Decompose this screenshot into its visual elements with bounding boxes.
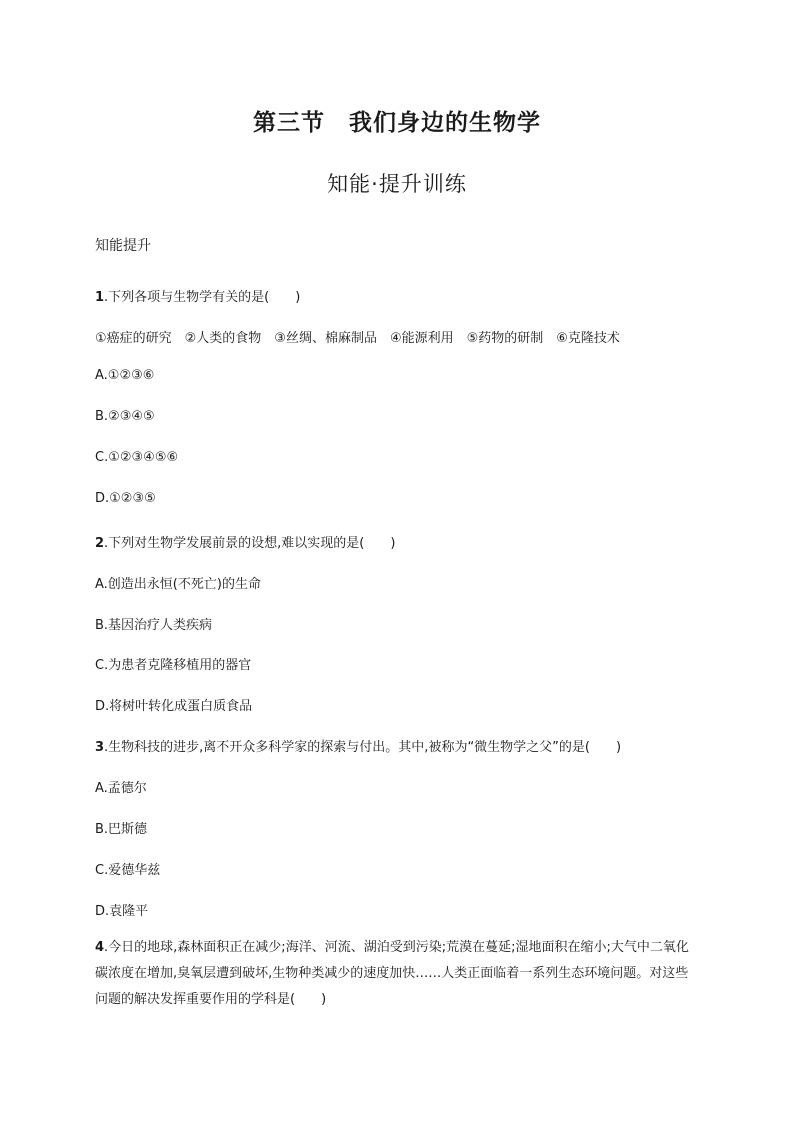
question-1-items: ①癌症的研究 ②人类的食物 ③丝绸、棉麻制品 ④能源利用 ⑤药物的研制 ⑥克隆技术 (95, 331, 620, 346)
question-number: 3 (95, 740, 105, 755)
question-3-option-c: C.爱德华兹 (95, 863, 161, 878)
page-subtitle: 知能·提升训练 (327, 172, 467, 196)
question-1-option-d: D.①②③⑤ (95, 491, 156, 506)
question-1-option-a: A.①②③⑥ (95, 368, 155, 383)
page-title: 第三节 我们身边的生物学 (253, 110, 541, 136)
question-2-stem (95, 532, 395, 551)
question-3-stem (95, 736, 621, 755)
question-2-option-c: C.为患者克隆移植用的器官 (95, 658, 252, 673)
question-1-option-c: C.①②③④⑤⑥ (95, 450, 179, 465)
question-4-stem (95, 935, 695, 1013)
question-2-option-a: A.创造出永恒(不死亡)的生命 (95, 577, 261, 592)
question-2-option-b: B.基因治疗人类疾病 (95, 618, 213, 633)
question-text: .今日的地球,森林面积正在减少;海洋、河流、湖泊受到污染;荒漠在蔓延;湿地面积在缩小;大气中二氧化碳浓度在增加,臭氧层遭到破坏,生物种类减少的速度加快……人类正面临着一系列生态环境问题。对这些问题的解决发挥重要作用的学科是( ) (95, 940, 689, 1007)
section-label: 知能提升 (95, 238, 151, 254)
question-number: 2 (95, 536, 105, 551)
question-3-option-b: B.巴斯德 (95, 822, 148, 837)
question-1-option-b: B.②③④⑤ (95, 409, 155, 424)
question-1-stem (95, 286, 300, 305)
question-number: 4 (95, 940, 105, 955)
question-text: .下列各项与生物学有关的是( ) (104, 290, 301, 305)
question-text: .下列对生物学发展前景的设想,难以实现的是( ) (104, 536, 396, 551)
question-3-option-a: A.孟德尔 (95, 781, 147, 796)
question-3-option-d: D.袁隆平 (95, 904, 149, 919)
question-number: 1 (95, 290, 105, 305)
question-text: .生物科技的进步,离不开众多科学家的探索与付出。其中,被称为“微生物学之父”的是( ) (104, 740, 622, 755)
question-2-option-d: D.将树叶转化成蛋白质食品 (95, 699, 253, 714)
